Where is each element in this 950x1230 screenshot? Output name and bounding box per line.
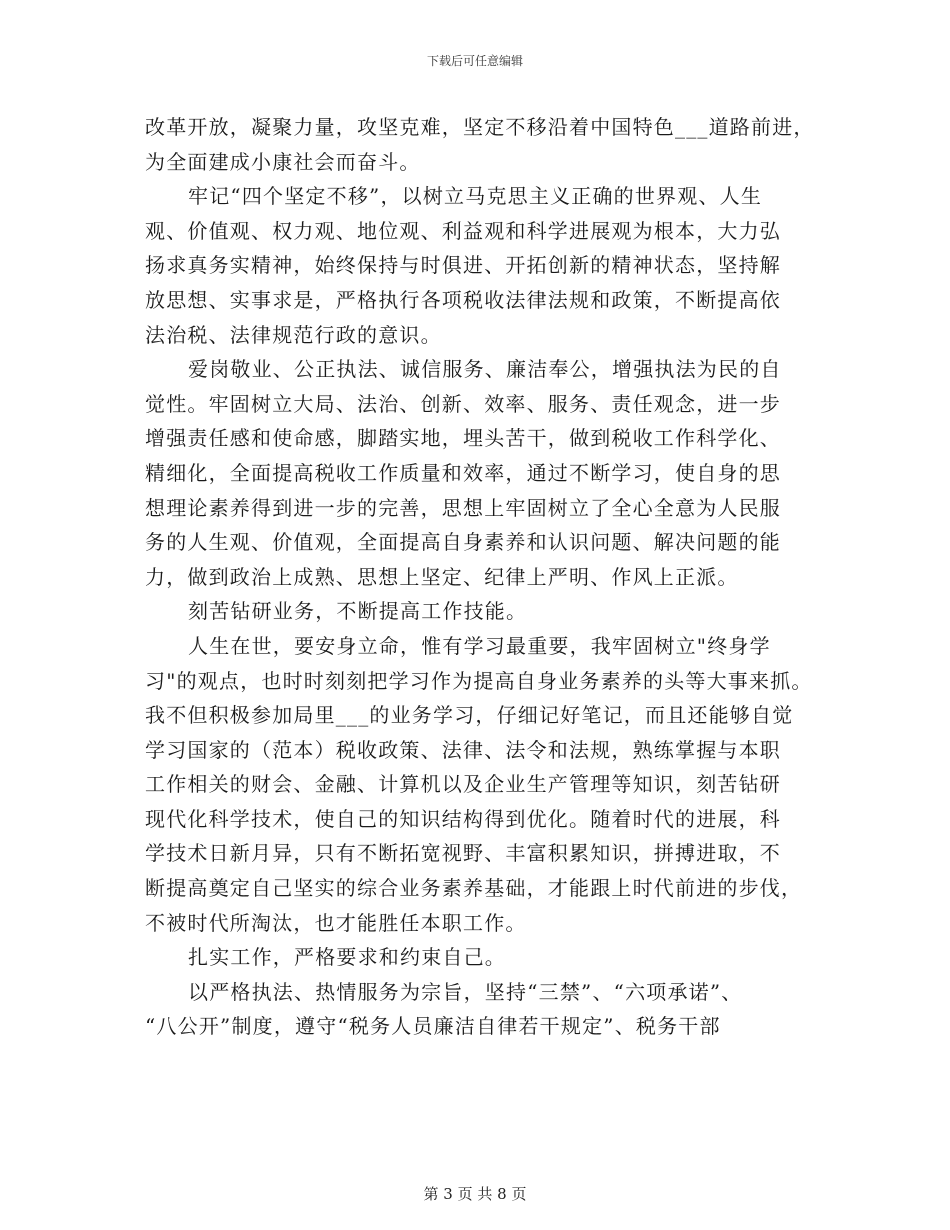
text-line: 觉性。牢固树立大局、法治、创新、效率、服务、责任观念，进一步 xyxy=(145,391,781,416)
text-line: 务的人生观、价值观，全面提高自身素养和认识问题、解决问题的能 xyxy=(145,530,781,555)
section-heading-line: 刻苦钻研业务，不断提高工作技能。 xyxy=(188,599,528,624)
text-line: 断提高奠定自己坚实的综合业务素养基础，才能跟上时代前进的步伐， xyxy=(145,876,803,901)
text-line: 习"的观点，也时时刻刻把学习作为提高自身业务素养的头等大事来抓。 xyxy=(145,668,813,693)
text-line: 为全面建成小康社会而奋斗。 xyxy=(145,149,421,174)
text-line: 改革开放，凝聚力量，攻坚克难，坚定不移沿着中国特色___道路前进， xyxy=(145,115,815,139)
page-number: 第 3 页 共 8 页 xyxy=(423,1185,527,1203)
text-line: 现代化科学技术，使自己的知识结构得到优化。随着时代的进展，科 xyxy=(145,806,781,831)
page-header-note: 下载后可任意编辑 xyxy=(426,54,523,68)
paragraph-start-line: 牢记“四个坚定不移”，以树立马克思主义正确的世界观、人生 xyxy=(188,184,763,209)
text-line: 精细化，全面提高税收工作质量和效率，通过不断学习，使自身的思 xyxy=(145,460,781,485)
text-line: 工作相关的财会、金融、计算机以及企业生产管理等知识，刻苦钻研 xyxy=(145,772,781,797)
text-line: 想理论素养得到进一步的完善，思想上牢固树立了全心全意为人民服 xyxy=(145,495,781,520)
text-line: 学技术日新月异，只有不断拓宽视野、丰富积累知识，拼搏进取，不 xyxy=(145,841,781,866)
document-body xyxy=(145,110,815,1044)
text-line: 扬求真务实精神，始终保持与时俱进、开拓创新的精神状态，坚持解 xyxy=(145,253,781,278)
text-line: 增强责任感和使命感，脚踏实地，埋头苦干，做到税收工作科学化、 xyxy=(145,426,781,451)
section-heading-line: 扎实工作，严格要求和约束自己。 xyxy=(188,945,506,970)
text-line: 放思想、实事求是，严格执行各项税收法律法规和政策，不断提高依 xyxy=(145,287,781,312)
text-line: 观、价值观、权力观、地位观、利益观和科学进展观为根本，大力弘 xyxy=(145,218,781,243)
text-line: “八公开”制度，遵守“税务人员廉洁自律若干规定”、税务干部 xyxy=(145,1014,721,1039)
paragraph-start-line: 以严格执法、热情服务为宗旨，坚持“三禁”、“六项承诺”、 xyxy=(188,979,743,1004)
text-line: 我不但积极参加局里___的业务学习，仔细记好笔记，而且还能够自觉 xyxy=(145,703,794,728)
paragraph-start-line: 人生在世，要安身立命，惟有学习最重要，我牢固树立"终身学 xyxy=(188,633,771,658)
text-line: 力，做到政治上成熟、思想上坚定、纪律上严明、作风上正派。 xyxy=(145,564,739,589)
paragraph-start-line: 爱岗敬业、公正执法、诚信服务、廉洁奉公，增强执法为民的自 xyxy=(188,357,782,382)
text-line: 学习国家的（范本）税收政策、法律、法令和法规，熟练掌握与本职 xyxy=(145,737,781,762)
text-line: 不被时代所淘汰，也才能胜任本职工作。 xyxy=(145,910,527,935)
text-line: 法治税、法律规范行政的意识。 xyxy=(145,322,442,347)
